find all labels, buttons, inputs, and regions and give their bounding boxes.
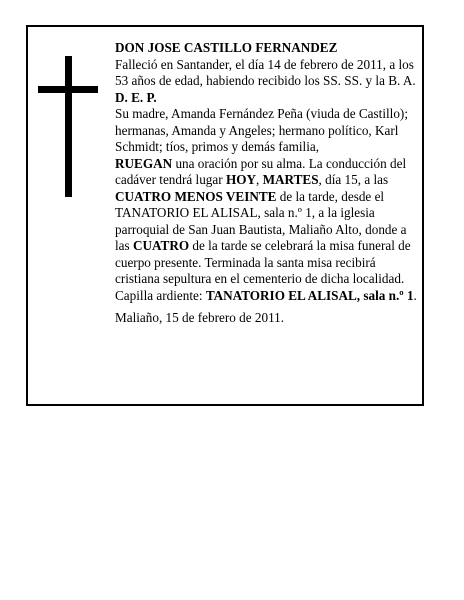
place-date: Maliaño, 15 de febrero de 2011. (115, 310, 285, 325)
cross-icon (65, 56, 72, 197)
death-paragraph: Falleció en Santander, el día 14 de febrero de 2011, a los 53 años de edad, habiendo recibido los SS. SS. y la B. A. (115, 56, 416, 88)
hoy-label: HOY (225, 172, 256, 187)
family-paragraph: Su madre, Amanda Fernández Peña (viuda de Castillo); hermanas, Amanda y Angeles; hermano político, Karl Schmidt; tíos, primos y demás familia, (115, 106, 408, 154)
time-label-2: CUATRO (132, 238, 190, 253)
obituary-notice (26, 25, 424, 406)
deceased-name: DON JOSE CASTILLO FERNANDEZ (115, 40, 338, 55)
dep-line: D. E. P. (115, 89, 157, 105)
ruegan-label: RUEGAN (115, 155, 173, 171)
cross-icon-bar (38, 86, 98, 93)
martes-label: MARTES (262, 172, 319, 187)
chapel-line: Capilla ardiente: TANATORIO EL ALISAL, sala n.º 1. (115, 287, 417, 303)
chapel-place: TANATORIO EL ALISAL, sala n.º 1 (205, 287, 414, 303)
notice-text (115, 40, 423, 327)
request-paragraph: RUEGAN una oración por su alma. La conducción del cadáver tendrá lugar HOY, MARTES, día 15, a las CUATRO MENOS VEINTE de la tarde, desde el TANATORIO EL ALISAL, sala n.º 1, a la iglesia parroquial de San Juan Bautista, Maliaño Alto, donde a las CUATRO de la tarde se celebrará la misa funeral de cuerpo presente. Terminada la santa misa recibirá cristiana sepultura en el cementerio de dicha localidad. (115, 155, 411, 286)
time-label-1: CUATRO MENOS VEINTE (115, 188, 277, 204)
